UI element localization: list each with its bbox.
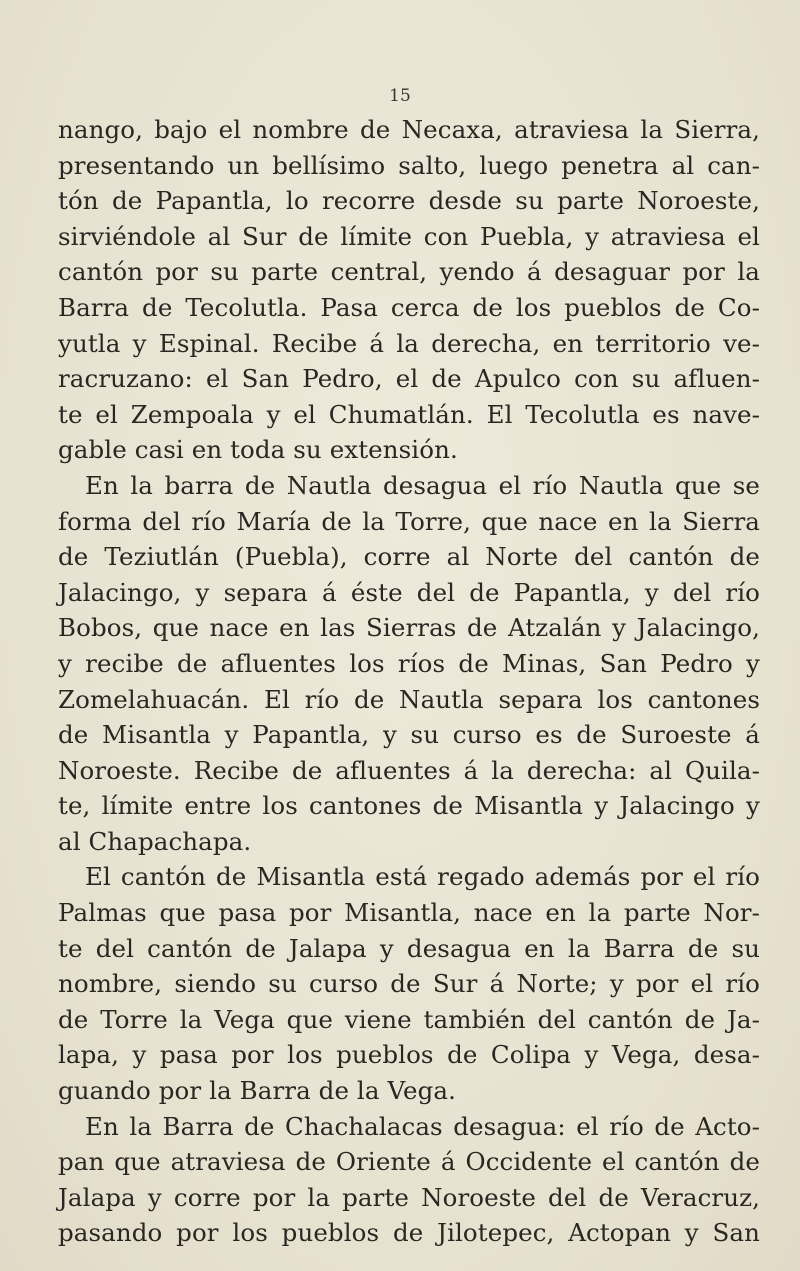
text-line: de Teziutlán (Puebla), corre al Norte del cantón de (58, 542, 760, 572)
text-line: Jalapa y corre por la parte Noroeste del de Veracruz, (58, 1182, 760, 1212)
text-line: te, límite entre los cantones de Misantla y Jalacingo y (58, 791, 760, 821)
text-line: En la barra de Nautla desagua el río Nautla que se (85, 470, 760, 500)
text-line: Bobos, que nace en las Sierras de Atzalán y Jalacingo, (58, 613, 760, 643)
text-line: y recibe de afluentes los ríos de Minas, San Pedro y (58, 648, 760, 678)
text-line: te del cantón de Jalapa y desagua en la Barra de su (58, 933, 760, 963)
text-line: de Torre la Vega que viene también del cantón de Ja- (58, 1004, 760, 1034)
text-line: guando por la Barra de la Vega. (58, 1076, 456, 1106)
text-line: te el Zempoala y el Chumatlán. El Tecolutla es nave- (58, 399, 760, 429)
text-line: pan que atraviesa de Oriente á Occidente el cantón de (58, 1147, 760, 1177)
text-line: presentando un bellísimo salto, luego penetra al can- (58, 150, 760, 180)
text-line: Palmas que pasa por Misantla, nace en la parte Nor- (58, 898, 760, 928)
text-line: Jalacingo, y separa á éste del de Papantla, y del río (58, 577, 760, 607)
text-line: nango, bajo el nombre de Necaxa, atraviesa la Sierra, (58, 115, 760, 144)
text-line: Barra de Tecolutla. Pasa cerca de los pueblos de Co- (58, 292, 760, 322)
text-line: racruzano: el San Pedro, el de Apulco con su afluen- (58, 364, 760, 394)
text-line: al Chapachapa. (58, 826, 252, 856)
text-line: forma del río María de la Torre, que nace en la Sierra (58, 506, 760, 536)
text-line: Zomelahuacán. El río de Nautla separa los cantones (58, 684, 760, 714)
text-line: En la Barra de Chachalacas desagua: el río de Acto- (85, 1111, 760, 1141)
text-line: pasando por los pueblos de Jilotepec, Actopan y San (58, 1218, 760, 1248)
text-line: lapa, y pasa por los pueblos de Colipa y Vega, desa- (58, 1040, 760, 1070)
text-line: gable casi en toda su extensión. (58, 435, 458, 465)
text-line: nombre, siendo su curso de Sur á Norte; y por el río (58, 969, 760, 999)
text-line: cantón por su parte central, yendo á desaguar por la (58, 257, 760, 287)
text-line: de Misantla y Papantla, y su curso es de Suroeste á (58, 720, 760, 750)
text-line: tón de Papantla, lo recorre desde su parte Noroeste, (58, 186, 760, 216)
text-line: El cantón de Misantla está regado además por el río (85, 862, 760, 892)
text-line: yutla y Espinal. Recibe á la derecha, en territorio ve- (58, 328, 760, 358)
page-number: 15 (389, 86, 411, 106)
text-line: sirviéndole al Sur de límite con Puebla, y atraviesa el (58, 221, 760, 251)
body-text (58, 112, 760, 1251)
text-line: Noroeste. Recibe de afluentes á la derecha: al Quila- (58, 755, 760, 785)
